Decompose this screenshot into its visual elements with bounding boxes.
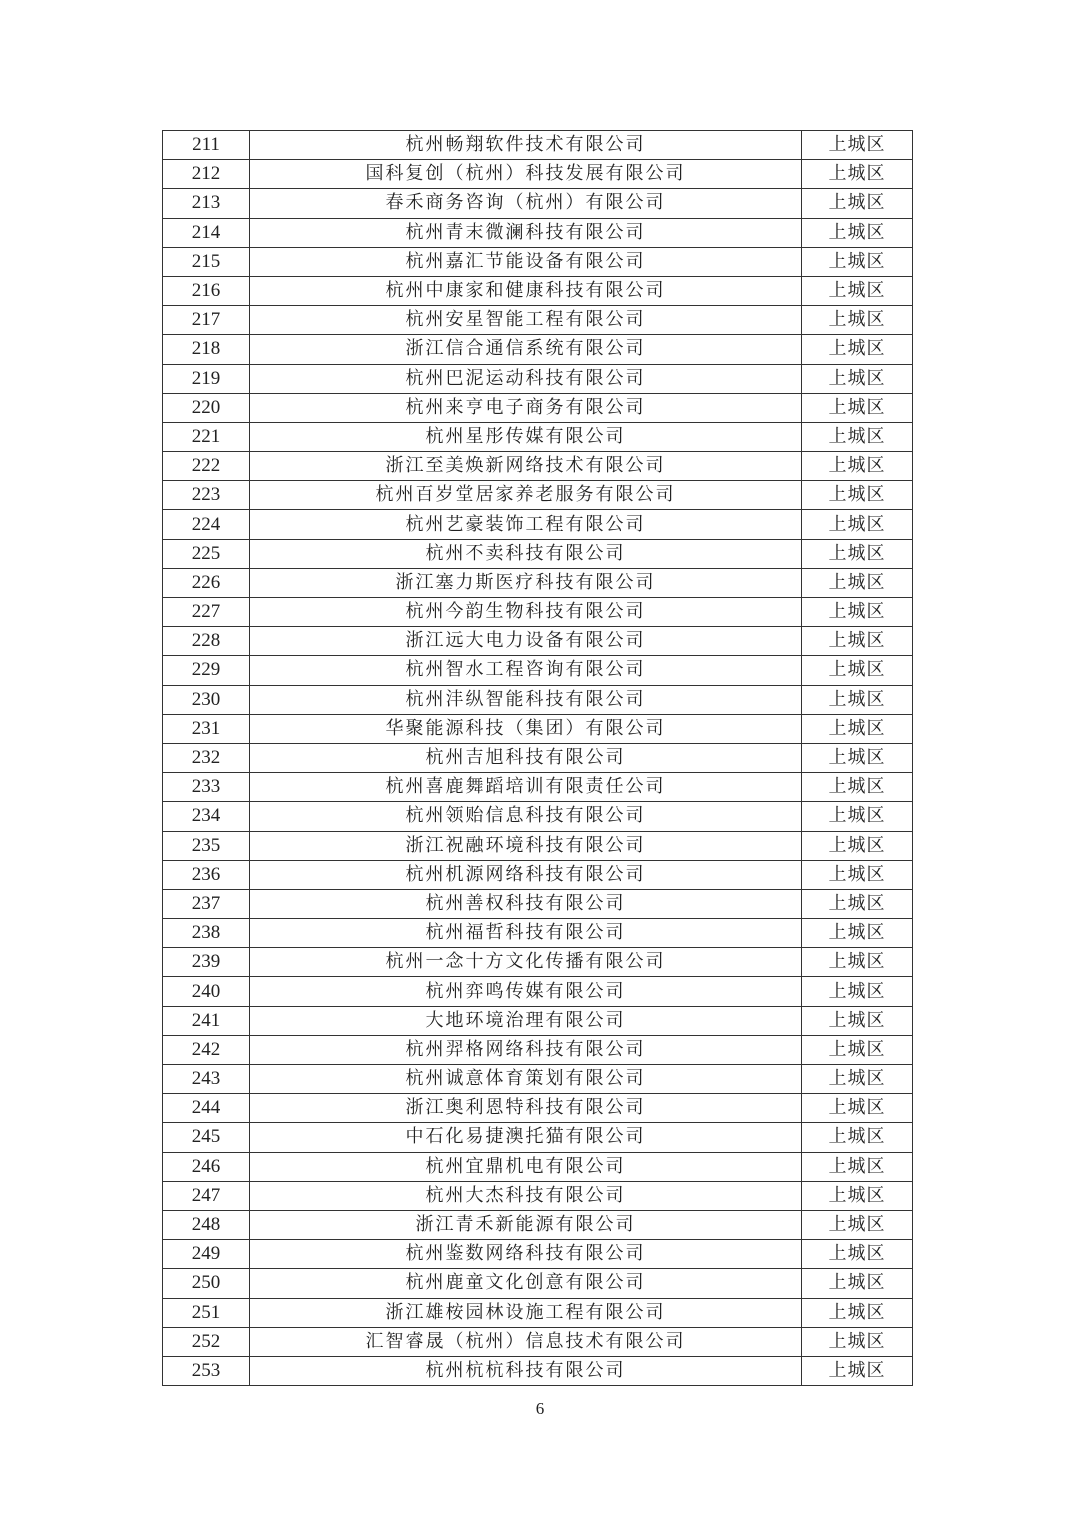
- company-name-cell: 杭州羿格网络科技有限公司: [250, 1035, 802, 1064]
- table-row: [163, 1035, 913, 1064]
- row-number-cell: 219: [163, 364, 250, 393]
- district-cell: 上城区: [802, 1181, 913, 1210]
- row-number-cell: 249: [163, 1240, 250, 1269]
- company-name-cell: 浙江至美焕新网络技术有限公司: [250, 452, 802, 481]
- company-name-cell: 春禾商务咨询（杭州）有限公司: [250, 189, 802, 218]
- table-row: [163, 889, 913, 918]
- company-name-cell: 杭州星彤传媒有限公司: [250, 422, 802, 451]
- table-row: [163, 539, 913, 568]
- company-name-cell: 浙江信合通信系统有限公司: [250, 335, 802, 364]
- district-cell: 上城区: [802, 1298, 913, 1327]
- table-row: [163, 335, 913, 364]
- company-name-cell: 杭州机源网络科技有限公司: [250, 860, 802, 889]
- row-number-cell: 239: [163, 948, 250, 977]
- company-name-cell: 浙江远大电力设备有限公司: [250, 627, 802, 656]
- district-cell: 上城区: [802, 539, 913, 568]
- district-cell: 上城区: [802, 627, 913, 656]
- row-number-cell: 248: [163, 1210, 250, 1239]
- company-name-cell: 浙江雄桉园林设施工程有限公司: [250, 1298, 802, 1327]
- company-name-cell: 杭州一念十方文化传播有限公司: [250, 948, 802, 977]
- company-name-cell: 杭州大杰科技有限公司: [250, 1181, 802, 1210]
- company-name-cell: 杭州杭杭科技有限公司: [250, 1356, 802, 1385]
- company-name-cell: 杭州百岁堂居家养老服务有限公司: [250, 481, 802, 510]
- district-cell: 上城区: [802, 422, 913, 451]
- district-cell: 上城区: [802, 1327, 913, 1356]
- company-name-cell: 杭州巴泥运动科技有限公司: [250, 364, 802, 393]
- company-name-cell: 杭州安星智能工程有限公司: [250, 306, 802, 335]
- table-row: [163, 860, 913, 889]
- row-number-cell: 235: [163, 831, 250, 860]
- company-name-cell: 杭州吉旭科技有限公司: [250, 743, 802, 772]
- company-name-cell: 浙江奥利恩特科技有限公司: [250, 1094, 802, 1123]
- row-number-cell: 215: [163, 247, 250, 276]
- company-name-cell: 杭州今韵生物科技有限公司: [250, 598, 802, 627]
- district-cell: 上城区: [802, 160, 913, 189]
- district-cell: 上城区: [802, 1035, 913, 1064]
- company-name-cell: 杭州智水工程咨询有限公司: [250, 656, 802, 685]
- district-cell: 上城区: [802, 1240, 913, 1269]
- table-row: [163, 977, 913, 1006]
- district-cell: 上城区: [802, 598, 913, 627]
- table-row: [163, 656, 913, 685]
- row-number-cell: 236: [163, 860, 250, 889]
- district-cell: 上城区: [802, 481, 913, 510]
- row-number-cell: 238: [163, 919, 250, 948]
- row-number-cell: 234: [163, 802, 250, 831]
- district-cell: 上城区: [802, 802, 913, 831]
- district-cell: 上城区: [802, 919, 913, 948]
- district-cell: 上城区: [802, 977, 913, 1006]
- district-cell: 上城区: [802, 1065, 913, 1094]
- district-cell: 上城区: [802, 306, 913, 335]
- table-row: [163, 1269, 913, 1298]
- company-name-cell: 杭州善权科技有限公司: [250, 889, 802, 918]
- row-number-cell: 232: [163, 743, 250, 772]
- district-cell: 上城区: [802, 568, 913, 597]
- table-row: [163, 627, 913, 656]
- row-number-cell: 253: [163, 1356, 250, 1385]
- district-cell: 上城区: [802, 860, 913, 889]
- table-row: [163, 1210, 913, 1239]
- row-number-cell: 251: [163, 1298, 250, 1327]
- company-table-body: [163, 131, 913, 1386]
- table-row: [163, 714, 913, 743]
- company-table: [162, 130, 913, 1386]
- table-row: [163, 1123, 913, 1152]
- company-name-cell: 杭州喜鹿舞蹈培训有限责任公司: [250, 773, 802, 802]
- district-cell: 上城区: [802, 1123, 913, 1152]
- table-row: [163, 1356, 913, 1385]
- table-row: [163, 160, 913, 189]
- row-number-cell: 212: [163, 160, 250, 189]
- district-cell: 上城区: [802, 743, 913, 772]
- row-number-cell: 228: [163, 627, 250, 656]
- row-number-cell: 240: [163, 977, 250, 1006]
- table-row: [163, 218, 913, 247]
- table-row: [163, 247, 913, 276]
- table-row: [163, 306, 913, 335]
- row-number-cell: 229: [163, 656, 250, 685]
- table-row: [163, 481, 913, 510]
- district-cell: 上城区: [802, 1356, 913, 1385]
- table-row: [163, 276, 913, 305]
- row-number-cell: 226: [163, 568, 250, 597]
- district-cell: 上城区: [802, 1210, 913, 1239]
- company-name-cell: 浙江青禾新能源有限公司: [250, 1210, 802, 1239]
- table-row: [163, 1327, 913, 1356]
- company-name-cell: 汇智睿晟（杭州）信息技术有限公司: [250, 1327, 802, 1356]
- table-row: [163, 393, 913, 422]
- row-number-cell: 252: [163, 1327, 250, 1356]
- district-cell: 上城区: [802, 189, 913, 218]
- row-number-cell: 216: [163, 276, 250, 305]
- company-name-cell: 杭州不卖科技有限公司: [250, 539, 802, 568]
- row-number-cell: 237: [163, 889, 250, 918]
- table-row: [163, 1181, 913, 1210]
- district-cell: 上城区: [802, 276, 913, 305]
- table-row: [163, 568, 913, 597]
- district-cell: 上城区: [802, 247, 913, 276]
- row-number-cell: 244: [163, 1094, 250, 1123]
- row-number-cell: 225: [163, 539, 250, 568]
- table-row: [163, 802, 913, 831]
- company-name-cell: 杭州青末微澜科技有限公司: [250, 218, 802, 247]
- district-cell: 上城区: [802, 510, 913, 539]
- company-name-cell: 杭州鹿童文化创意有限公司: [250, 1269, 802, 1298]
- row-number-cell: 250: [163, 1269, 250, 1298]
- table-row: [163, 919, 913, 948]
- company-name-cell: 华聚能源科技（集团）有限公司: [250, 714, 802, 743]
- row-number-cell: 224: [163, 510, 250, 539]
- company-name-cell: 浙江祝融环境科技有限公司: [250, 831, 802, 860]
- row-number-cell: 221: [163, 422, 250, 451]
- page-number: 6: [535, 1399, 545, 1418]
- table-row: [163, 1006, 913, 1035]
- row-number-cell: 245: [163, 1123, 250, 1152]
- table-row: [163, 773, 913, 802]
- company-name-cell: 中石化易捷澳托猫有限公司: [250, 1123, 802, 1152]
- table-row: [163, 1240, 913, 1269]
- table-row: [163, 743, 913, 772]
- table-row: [163, 1094, 913, 1123]
- table-row: [163, 364, 913, 393]
- district-cell: 上城区: [802, 831, 913, 860]
- company-name-cell: 杭州畅翔软件技术有限公司: [250, 131, 802, 160]
- row-number-cell: 242: [163, 1035, 250, 1064]
- table-row: [163, 1065, 913, 1094]
- table-row: [163, 685, 913, 714]
- company-name-cell: 杭州艺豪装饰工程有限公司: [250, 510, 802, 539]
- company-name-cell: 国科复创（杭州）科技发展有限公司: [250, 160, 802, 189]
- district-cell: 上城区: [802, 773, 913, 802]
- row-number-cell: 246: [163, 1152, 250, 1181]
- table-row: [163, 598, 913, 627]
- row-number-cell: 217: [163, 306, 250, 335]
- district-cell: 上城区: [802, 685, 913, 714]
- district-cell: 上城区: [802, 948, 913, 977]
- row-number-cell: 218: [163, 335, 250, 364]
- company-name-cell: 大地环境治理有限公司: [250, 1006, 802, 1035]
- company-name-cell: 杭州福哲科技有限公司: [250, 919, 802, 948]
- table-row: [163, 131, 913, 160]
- district-cell: 上城区: [802, 335, 913, 364]
- district-cell: 上城区: [802, 889, 913, 918]
- district-cell: 上城区: [802, 714, 913, 743]
- table-row: [163, 422, 913, 451]
- row-number-cell: 211: [163, 131, 250, 160]
- row-number-cell: 214: [163, 218, 250, 247]
- table-row: [163, 948, 913, 977]
- row-number-cell: 230: [163, 685, 250, 714]
- table-row: [163, 831, 913, 860]
- row-number-cell: 233: [163, 773, 250, 802]
- company-name-cell: 浙江塞力斯医疗科技有限公司: [250, 568, 802, 597]
- company-name-cell: 杭州领贻信息科技有限公司: [250, 802, 802, 831]
- table-row: [163, 1298, 913, 1327]
- district-cell: 上城区: [802, 452, 913, 481]
- row-number-cell: 213: [163, 189, 250, 218]
- district-cell: 上城区: [802, 1006, 913, 1035]
- table-row: [163, 189, 913, 218]
- row-number-cell: 223: [163, 481, 250, 510]
- company-name-cell: 杭州中康家和健康科技有限公司: [250, 276, 802, 305]
- row-number-cell: 227: [163, 598, 250, 627]
- district-cell: 上城区: [802, 218, 913, 247]
- row-number-cell: 231: [163, 714, 250, 743]
- company-name-cell: 杭州沣纵智能科技有限公司: [250, 685, 802, 714]
- company-name-cell: 杭州宜鼎机电有限公司: [250, 1152, 802, 1181]
- district-cell: 上城区: [802, 1094, 913, 1123]
- district-cell: 上城区: [802, 131, 913, 160]
- row-number-cell: 243: [163, 1065, 250, 1094]
- district-cell: 上城区: [802, 1269, 913, 1298]
- company-name-cell: 杭州弈鸣传媒有限公司: [250, 977, 802, 1006]
- district-cell: 上城区: [802, 364, 913, 393]
- table-row: [163, 1152, 913, 1181]
- company-name-cell: 杭州嘉汇节能设备有限公司: [250, 247, 802, 276]
- row-number-cell: 241: [163, 1006, 250, 1035]
- row-number-cell: 222: [163, 452, 250, 481]
- district-cell: 上城区: [802, 656, 913, 685]
- row-number-cell: 220: [163, 393, 250, 422]
- company-name-cell: 杭州来亨电子商务有限公司: [250, 393, 802, 422]
- row-number-cell: 247: [163, 1181, 250, 1210]
- table-row: [163, 452, 913, 481]
- company-name-cell: 杭州诚意体育策划有限公司: [250, 1065, 802, 1094]
- district-cell: 上城区: [802, 393, 913, 422]
- district-cell: 上城区: [802, 1152, 913, 1181]
- company-name-cell: 杭州鉴数网络科技有限公司: [250, 1240, 802, 1269]
- table-row: [163, 510, 913, 539]
